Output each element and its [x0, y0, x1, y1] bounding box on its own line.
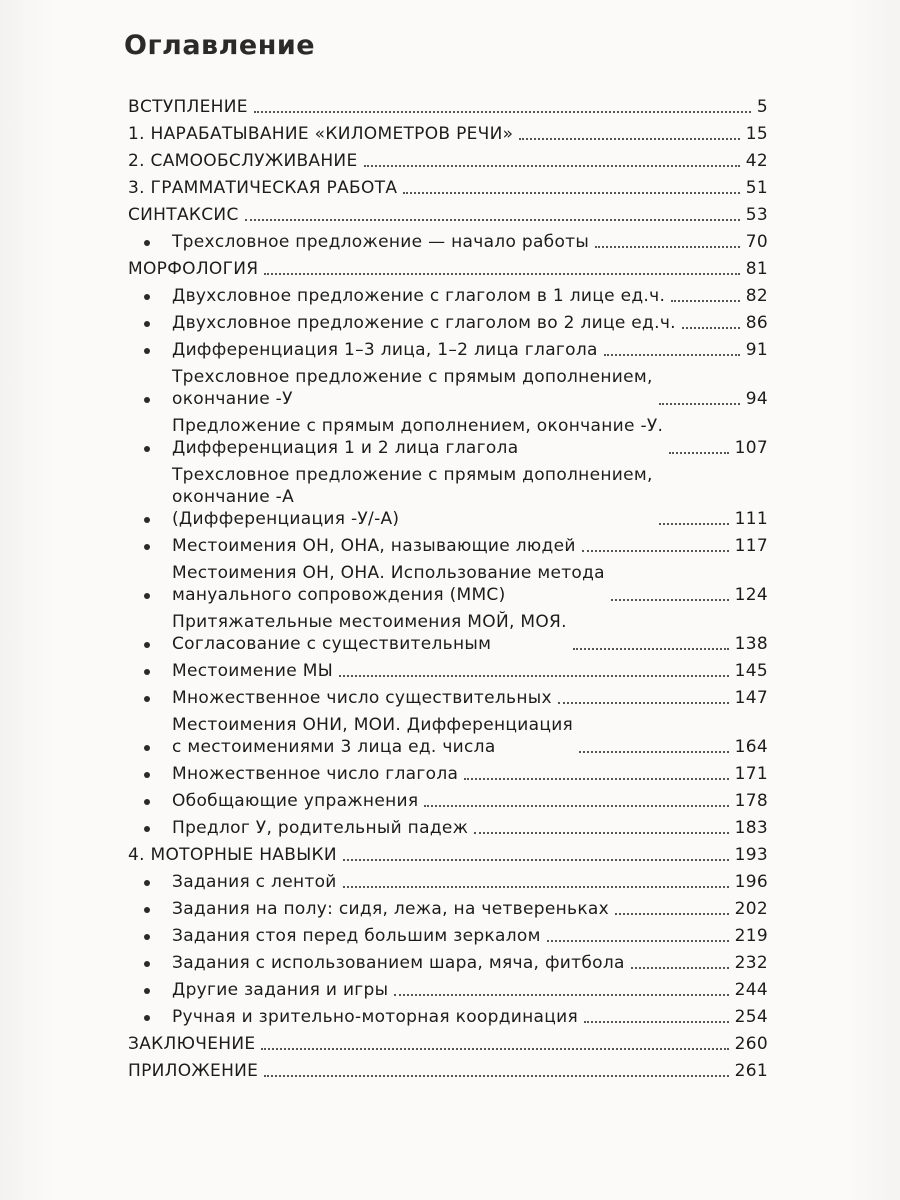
toc-entry-title — [172, 415, 663, 459]
toc-entry-title — [128, 204, 239, 226]
toc-subsection-entry — [128, 366, 768, 410]
dot-leader — [403, 192, 740, 194]
toc-entry-title-line: 4. МОТОРНЫЕ НАВЫКИ — [128, 845, 337, 865]
toc-entry-title — [172, 979, 388, 1001]
toc-entry-title-line: с местоимениями 3 лица ед. числа — [172, 737, 496, 757]
toc-entry-title-line: 1. НАРАБАТЫВАНИЕ «КИЛОМЕТРОВ РЕЧИ» — [128, 124, 514, 144]
toc-section-entry — [128, 150, 768, 172]
toc-entry-title-line: Предложение с прямым дополнением, окончание -У. — [172, 416, 664, 436]
toc-entry-title — [172, 952, 625, 974]
toc-entry-title-line: Притяжательные местоимения МОЙ, МОЯ. — [172, 612, 567, 632]
toc-subsection-entry — [128, 898, 768, 920]
dot-leader — [254, 111, 751, 113]
toc-entry-title — [172, 312, 676, 334]
bullet-icon — [144, 799, 150, 805]
toc-page-number: 82 — [745, 286, 768, 306]
toc-entry-title-line: Задания с лентой — [172, 872, 337, 892]
toc-entry-title — [128, 150, 358, 172]
dot-leader — [364, 165, 740, 167]
dot-leader — [615, 913, 729, 915]
toc-entry-title-line: Дифференциация 1 и 2 лица глагола — [172, 438, 519, 458]
toc-entry-title — [172, 1006, 578, 1028]
toc-page-number: 86 — [745, 313, 768, 333]
toc-page-number: 42 — [745, 151, 768, 171]
toc-entry-title — [172, 898, 609, 920]
dot-leader — [659, 523, 729, 525]
toc-entry-title-line: ЗАКЛЮЧЕНИЕ — [128, 1034, 256, 1054]
toc-entry-title-line: Задания с использованием шара, мяча, фитбола — [172, 953, 625, 973]
bullet-icon — [144, 934, 150, 940]
toc-page-number: 171 — [734, 764, 768, 784]
dot-leader — [264, 273, 739, 275]
toc-subsection-entry — [128, 714, 768, 758]
bullet-icon — [144, 961, 150, 967]
toc-entry-title-line: Ручная и зрительно-моторная координация — [172, 1007, 578, 1027]
dot-leader — [669, 452, 728, 454]
table-of-contents — [128, 96, 768, 1087]
bullet-icon — [144, 294, 150, 300]
toc-section-entry — [128, 204, 768, 226]
bullet-icon — [144, 745, 150, 751]
toc-subsection-entry — [128, 1006, 768, 1028]
toc-entry-title — [128, 258, 258, 280]
toc-entry-title-line: Согласование с существительным — [172, 634, 492, 654]
dot-leader — [245, 219, 740, 221]
toc-subsection-entry — [128, 952, 768, 974]
toc-entry-title — [172, 660, 333, 682]
bullet-icon — [144, 348, 150, 354]
toc-entry-title-line: Трехсловное предложение с прямым дополнением, — [172, 465, 653, 485]
toc-entry-title-line: ВСТУПЛЕНИЕ — [128, 97, 248, 117]
dot-leader — [682, 327, 740, 329]
dot-leader — [339, 675, 729, 677]
toc-subsection-entry — [128, 687, 768, 709]
toc-page-number: 51 — [745, 178, 768, 198]
toc-section-entry — [128, 1033, 768, 1055]
dot-leader — [573, 648, 729, 650]
toc-page-number: 202 — [734, 899, 768, 919]
toc-entry-title-line: 2. САМООБСЛУЖИВАНИЕ — [128, 151, 358, 171]
toc-entry-title-line: Трехсловное предложение — начало работы — [172, 232, 590, 252]
dot-leader — [264, 1075, 728, 1077]
dot-leader — [584, 1021, 729, 1023]
bullet-icon — [144, 593, 150, 599]
toc-entry-title-line: Местоимения ОН, ОНА, называющие людей — [172, 536, 576, 556]
bullet-icon — [144, 446, 150, 452]
toc-page-number: 70 — [745, 232, 768, 252]
bullet-icon — [144, 696, 150, 702]
toc-page-number: 193 — [734, 845, 768, 865]
toc-entry-title-line: Двухсловное предложение с глаголом в 1 лице ед.ч. — [172, 286, 666, 306]
toc-entry-title-line: Дифференциация 1–3 лица, 1–2 лица глагола — [172, 340, 598, 360]
dot-leader — [604, 354, 740, 356]
toc-entry-title — [128, 123, 513, 145]
bullet-icon — [144, 988, 150, 994]
toc-entry-title-line: Местоимение МЫ — [172, 661, 334, 681]
dot-leader — [611, 599, 729, 601]
toc-subsection-entry — [128, 611, 768, 655]
dot-leader — [519, 138, 739, 140]
toc-entry-title — [172, 285, 665, 307]
toc-page-number: 53 — [745, 205, 768, 225]
toc-subsection-entry — [128, 535, 768, 557]
dot-leader — [424, 805, 728, 807]
toc-page-number: 81 — [745, 259, 768, 279]
toc-entry-title-line: Множественное число глагола — [172, 764, 459, 784]
toc-page-number: 15 — [745, 124, 768, 144]
toc-entry-title — [172, 562, 605, 606]
toc-page-number: 147 — [734, 688, 768, 708]
dot-leader — [394, 994, 728, 996]
toc-entry-title-line: Местоимения ОН, ОНА. Использование метода — [172, 563, 605, 583]
toc-subsection-entry — [128, 339, 768, 361]
bullet-icon — [144, 907, 150, 913]
toc-section-entry — [128, 1060, 768, 1082]
toc-entry-title — [172, 817, 468, 839]
dot-leader — [474, 832, 728, 834]
toc-page-number: 117 — [734, 536, 768, 556]
toc-entry-title — [172, 464, 653, 530]
toc-entry-title — [172, 790, 418, 812]
toc-page-number: 138 — [734, 634, 768, 654]
toc-subsection-entry — [128, 231, 768, 253]
bullet-icon — [144, 321, 150, 327]
toc-page-number: 260 — [734, 1034, 768, 1054]
bullet-icon — [144, 544, 150, 550]
toc-entry-title — [172, 714, 573, 758]
toc-entry-title-line: Местоимения ОНИ, МОИ. Дифференциация — [172, 715, 574, 735]
toc-page-number: 107 — [734, 438, 768, 458]
toc-subsection-entry — [128, 871, 768, 893]
toc-page-number: 94 — [745, 389, 768, 409]
toc-entry-title-line: (Дифференциация -У/-А) — [172, 509, 400, 529]
toc-section-entry — [128, 844, 768, 866]
toc-page-number: 111 — [734, 509, 768, 529]
toc-entry-title — [172, 871, 337, 893]
toc-subsection-entry — [128, 763, 768, 785]
toc-entry-title — [172, 231, 589, 253]
toc-entry-title-line: МОРФОЛОГИЯ — [128, 259, 259, 279]
dot-leader — [343, 859, 729, 861]
toc-subsection-entry — [128, 925, 768, 947]
toc-entry-title-line: Предлог У, родительный падеж — [172, 818, 469, 838]
bullet-icon — [144, 642, 150, 648]
bullet-icon — [144, 669, 150, 675]
toc-entry-title-line: Трехсловное предложение с прямым дополнением, — [172, 367, 653, 387]
toc-entry-title-line: мануального сопровождения (ММС) — [172, 585, 506, 605]
bullet-icon — [144, 517, 150, 523]
toc-subsection-entry — [128, 415, 768, 459]
toc-page-number: 232 — [734, 953, 768, 973]
toc-entry-title — [172, 611, 567, 655]
toc-section-entry — [128, 177, 768, 199]
toc-section-entry — [128, 96, 768, 118]
toc-subsection-entry — [128, 312, 768, 334]
bullet-icon — [144, 397, 150, 403]
toc-page-number: 5 — [756, 97, 768, 117]
dot-leader — [464, 778, 728, 780]
toc-entry-title — [172, 366, 653, 410]
toc-entry-title — [128, 1033, 255, 1055]
bullet-icon — [144, 826, 150, 832]
toc-page-number: 164 — [734, 737, 768, 757]
toc-subsection-entry — [128, 464, 768, 530]
dot-leader — [631, 967, 729, 969]
toc-entry-title-line: ПРИЛОЖЕНИЕ — [128, 1061, 259, 1081]
toc-entry-title — [128, 844, 337, 866]
toc-subsection-entry — [128, 790, 768, 812]
toc-page-number: 219 — [734, 926, 768, 946]
toc-section-entry — [128, 123, 768, 145]
toc-page-number: 124 — [734, 585, 768, 605]
toc-entry-title — [172, 339, 598, 361]
dot-leader — [595, 246, 740, 248]
toc-page-number: 145 — [734, 661, 768, 681]
toc-subsection-entry — [128, 979, 768, 1001]
toc-page-number: 196 — [734, 872, 768, 892]
dot-leader — [547, 940, 729, 942]
toc-entry-title — [128, 177, 397, 199]
dot-leader — [579, 751, 729, 753]
toc-page-number: 183 — [734, 818, 768, 838]
dot-leader — [343, 886, 729, 888]
dot-leader — [558, 702, 729, 704]
bullet-icon — [144, 772, 150, 778]
toc-entry-title-line: 3. ГРАММАТИЧЕСКАЯ РАБОТА — [128, 178, 398, 198]
bullet-icon — [144, 1015, 150, 1021]
toc-entry-title-line: Задания на полу: сидя, лежа, на четвереньках — [172, 899, 609, 919]
page-title: Оглавление — [124, 30, 316, 61]
toc-entry-title-line: окончание -А — [172, 487, 295, 507]
toc-entry-title — [172, 535, 576, 557]
toc-page-number: 178 — [734, 791, 768, 811]
dot-leader — [659, 403, 740, 405]
toc-entry-title — [128, 96, 248, 118]
toc-subsection-entry — [128, 285, 768, 307]
bullet-icon — [144, 240, 150, 246]
dot-leader — [261, 1048, 728, 1050]
toc-entry-title — [172, 763, 458, 785]
toc-entry-title-line: Обобщающие упражнения — [172, 791, 419, 811]
dot-leader — [671, 300, 740, 302]
toc-page-number: 244 — [734, 980, 768, 1000]
toc-entry-title-line: Множественное число существительных — [172, 688, 552, 708]
toc-subsection-entry — [128, 660, 768, 682]
toc-section-entry — [128, 258, 768, 280]
toc-entry-title-line: СИНТАКСИС — [128, 205, 239, 225]
toc-entry-title-line: Задания стоя перед большим зеркалом — [172, 926, 541, 946]
toc-entry-title — [172, 687, 552, 709]
toc-entry-title-line: окончание -У — [172, 389, 293, 409]
toc-entry-title — [172, 925, 541, 947]
bullet-icon — [144, 880, 150, 886]
toc-subsection-entry — [128, 562, 768, 606]
toc-page-number: 254 — [734, 1007, 768, 1027]
dot-leader — [582, 550, 729, 552]
toc-entry-title-line: Другие задания и игры — [172, 980, 389, 1000]
toc-page-number: 261 — [734, 1061, 768, 1081]
toc-entry-title — [128, 1060, 258, 1082]
toc-entry-title-line: Двухсловное предложение с глаголом во 2 лице ед.ч. — [172, 313, 676, 333]
toc-page-number: 91 — [745, 340, 768, 360]
toc-subsection-entry — [128, 817, 768, 839]
